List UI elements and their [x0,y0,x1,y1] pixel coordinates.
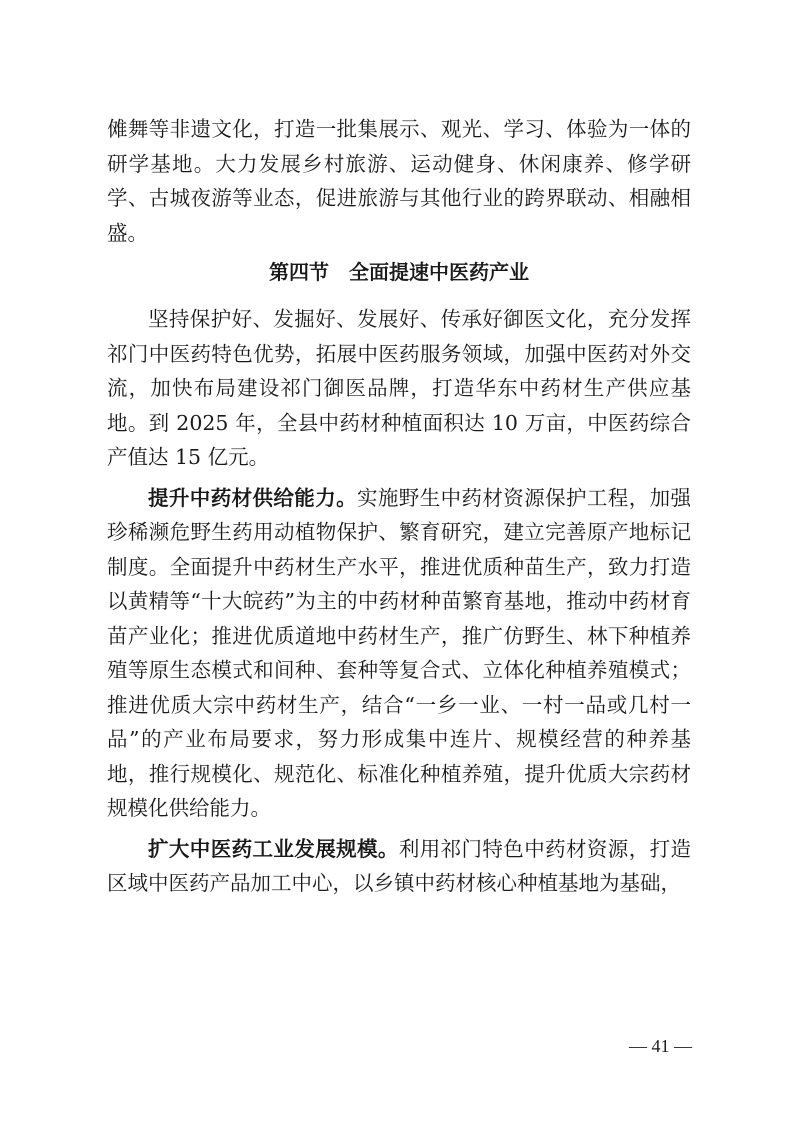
paragraph-lead-herb-supply: 提升中药材供给能力。 [148,485,357,510]
paragraph-body-herb-supply: 实施野生中药材资源保护工程，加强珍稀濒危野生药用动植物保护、繁育研究，建立完善原产地标记制度。全面提升中药材生产水平，推进优质种苗生产，致力打造以黄精等“十大皖药”为主的中药材种苗繁育基地，推动中药材育苗产业化；推进优质道地中药材生产，推广仿野生、林下种植养殖等原生态模式和间种、套种等复合式、立体化种植养殖模式；推进优质大宗中药材生产，结合“一乡一业、一村一品或几村一品”的产业布局要求，努力形成集中连片、规模经营的种养基地，推行规模化、规范化、标准化种植养殖，提升优质大宗药材规模化供给能力。 [107,485,691,820]
section-heading: 第四节 全面提速中医药产业 [269,260,529,284]
paragraph-body-tcm-industry: 利用祁门特色中药材资源，打造区域中医药产品加工中心，以乡镇中药材核心种植基地为基础， [107,836,692,895]
paragraph-intangible-heritage: 傩舞等非遗文化，打造一批集展示、观光、学习、体验为一体的研学基地。大力发展乡村旅游、运动健身、休闲康养、修学研学、古城夜游等业态，促进旅游与其他行业的跨界联动、相融相盛。 [107,117,691,245]
paragraph-lead-tcm-industry: 扩大中医药工业发展规模。 [148,836,399,861]
paragraph-tcm-industry [107,832,691,901]
paragraph-herb-supply [107,481,691,826]
page-number: — 41 — [629,1036,692,1056]
document-body [107,112,691,901]
paragraph-tcm-overview: 坚持保护好、发掘好、发展好、传承好御医文化，充分发挥祁门中医药特色优势，拓展中医药服务领域，加强中医药对外交流，加快布局建设祁门御医品牌，打造华东中药材生产供应基地。到 2025 年，全县中药材种植面积达 10 万亩，中医药综合产值达 15 亿元。 [107,307,691,469]
